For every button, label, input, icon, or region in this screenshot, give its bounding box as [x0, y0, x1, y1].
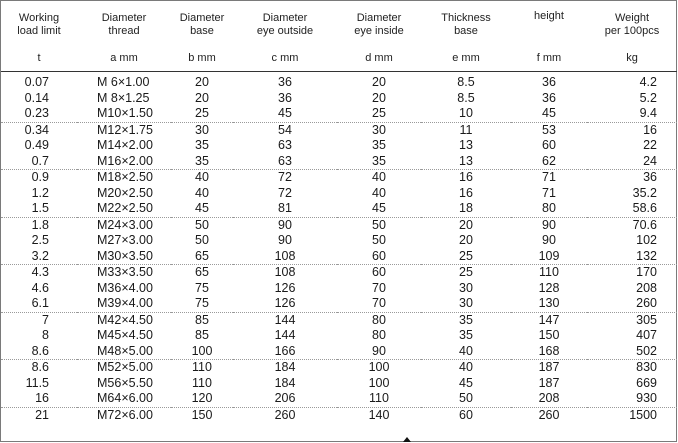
cell-load-limit: 8.6 [31, 360, 49, 374]
header-line: Working [18, 11, 60, 24]
cell-height: 130 [511, 296, 587, 312]
cell-load-limit: 4.6 [31, 280, 49, 295]
cell-load-limit: 0.49 [24, 138, 49, 152]
cell-thickness: 13 [421, 154, 511, 170]
table-row [1, 296, 677, 312]
unit-cell: f mm [511, 44, 587, 72]
cell-weight: 5.2 [639, 90, 657, 105]
cell-load-limit: 0.7 [1, 154, 77, 170]
header-title-row [1, 1, 677, 44]
unit-cell: a mm [77, 44, 171, 72]
cell-thread: M24×3.00 [97, 217, 153, 232]
table-row [1, 265, 677, 281]
cell-base-diameter: 20 [195, 90, 209, 105]
unit-cell: t [1, 44, 77, 72]
cell-load-limit: 3.2 [1, 249, 77, 265]
cell-load-limit: 1.2 [31, 185, 49, 200]
cell-height: 71 [542, 170, 556, 184]
cell-thread: M64×6.00 [77, 391, 171, 407]
cell-eye-outside: 108 [274, 265, 296, 279]
cell-weight: 305 [636, 312, 657, 327]
cell-base-diameter: 120 [171, 391, 233, 407]
cell-thickness: 50 [421, 391, 511, 407]
cell-thread: M12×1.75 [97, 122, 153, 137]
cell-weight: 58.6 [587, 201, 677, 217]
cell-height: 62 [511, 154, 587, 170]
cell-eye-outside: 184 [274, 375, 296, 390]
cell-eye-inside: 35 [337, 154, 421, 170]
cell-eye-inside: 20 [372, 75, 386, 89]
cell-eye-inside: 30 [372, 122, 386, 137]
header-diameter-eye-outside [233, 1, 337, 44]
cell-thickness: 40 [421, 344, 511, 360]
table-row [1, 138, 677, 154]
header-line: eye outside [256, 24, 314, 37]
cell-eye-inside: 60 [337, 249, 421, 265]
cell-eye-outside: 45 [233, 106, 337, 122]
header-line: thread [108, 24, 140, 37]
cell-eye-outside: 54 [278, 122, 292, 137]
cell-load-limit: 2.5 [31, 233, 49, 247]
specification-table [1, 1, 677, 423]
cell-thickness: 18 [421, 201, 511, 217]
header-line: Weight [614, 11, 650, 24]
cell-thread: M20×2.50 [97, 185, 153, 200]
cell-load-limit: 1.8 [31, 217, 49, 232]
cell-eye-outside: 206 [233, 391, 337, 407]
cell-eye-inside: 20 [372, 90, 386, 105]
cell-thickness: 30 [459, 280, 473, 295]
cell-thickness: 11 [459, 122, 473, 137]
cell-base-diameter: 35 [195, 138, 209, 152]
cell-height: 36 [542, 90, 556, 105]
table-row [1, 407, 677, 423]
cell-eye-outside: 90 [278, 233, 292, 247]
cell-base-diameter: 85 [195, 328, 209, 342]
cell-eye-outside: 72 [278, 170, 292, 184]
cell-weight: 22 [643, 138, 657, 152]
table-header [1, 1, 677, 72]
cell-load-limit: 0.14 [24, 90, 49, 105]
cell-weight: 35.2 [632, 185, 657, 200]
cell-thread: M16×2.00 [77, 154, 171, 170]
cell-thread: M42×4.50 [97, 312, 153, 327]
table-row [1, 217, 677, 233]
cell-weight: 208 [636, 280, 657, 295]
header-working-load-limit [1, 1, 77, 44]
cell-base-diameter: 35 [171, 154, 233, 170]
cell-eye-outside: 166 [233, 344, 337, 360]
cell-thread: M72×6.00 [97, 407, 153, 422]
header-line: Thickness [441, 11, 491, 24]
header-line: Diameter [101, 11, 147, 24]
cell-height: 90 [542, 233, 556, 247]
table-row [1, 91, 677, 107]
table-body [1, 72, 677, 424]
cell-eye-outside: 184 [274, 360, 296, 374]
cell-eye-inside: 70 [337, 296, 421, 312]
cell-height: 187 [538, 360, 560, 374]
header-weight [587, 1, 677, 44]
cell-base-diameter: 75 [171, 296, 233, 312]
table-row [1, 249, 677, 265]
cell-weight: 132 [587, 249, 677, 265]
table-row [1, 186, 677, 202]
cell-height: 128 [538, 280, 560, 295]
cell-base-diameter: 20 [195, 75, 209, 89]
cell-base-diameter: 110 [192, 375, 212, 390]
cell-load-limit: 0.07 [24, 75, 49, 89]
cell-height: 260 [538, 407, 560, 422]
cell-weight: 4.2 [639, 75, 657, 89]
table-row [1, 376, 677, 392]
cell-base-diameter: 75 [195, 280, 209, 295]
cell-load-limit: 6.1 [1, 296, 77, 312]
cell-height: 147 [538, 312, 560, 327]
cell-base-diameter: 65 [171, 249, 233, 265]
cell-eye-inside: 110 [337, 391, 421, 407]
cell-eye-inside: 45 [337, 201, 421, 217]
cell-load-limit: 11.5 [25, 375, 49, 390]
table-row [1, 201, 677, 217]
cell-eye-outside: 126 [274, 280, 296, 295]
header-line: eye inside [354, 24, 404, 37]
cell-load-limit: 4.3 [31, 265, 49, 279]
cell-base-diameter: 110 [192, 360, 212, 374]
cell-eye-inside: 70 [372, 280, 386, 295]
cell-weight: 36 [643, 170, 657, 184]
cell-eye-inside: 60 [372, 265, 386, 279]
cell-base-diameter: 65 [195, 265, 209, 279]
cell-eye-outside: 144 [274, 312, 296, 327]
cell-load-limit: 8 [42, 328, 49, 342]
cell-height: 187 [538, 375, 560, 390]
cell-eye-outside: 144 [274, 328, 296, 342]
cell-eye-outside: 108 [233, 249, 337, 265]
cell-thread: M39×4.00 [77, 296, 171, 312]
cell-base-diameter: 30 [195, 122, 209, 137]
cell-base-diameter: 85 [195, 312, 209, 327]
cell-load-limit: 16 [1, 391, 77, 407]
cell-weight: 502 [587, 344, 677, 360]
table-row [1, 328, 677, 344]
unit-cell: b mm [171, 44, 233, 72]
cell-eye-outside: 126 [233, 296, 337, 312]
cell-base-diameter: 50 [195, 217, 209, 232]
table-row [1, 72, 677, 91]
cell-thread: M30×3.50 [77, 249, 171, 265]
cell-thickness: 30 [421, 296, 511, 312]
cell-eye-inside: 50 [372, 233, 386, 247]
cell-weight: 669 [636, 375, 657, 390]
table-row [1, 312, 677, 328]
cell-thickness: 20 [459, 217, 473, 232]
cell-thickness: 16 [459, 185, 473, 200]
table-row [1, 154, 677, 170]
header-diameter-base [171, 1, 233, 44]
table-row [1, 391, 677, 407]
cell-thickness: 60 [459, 407, 473, 422]
unit-cell: d mm [337, 44, 421, 72]
cell-eye-inside: 90 [337, 344, 421, 360]
cell-base-diameter: 100 [171, 344, 233, 360]
cell-weight: 830 [636, 360, 657, 374]
cell-base-diameter: 150 [191, 407, 213, 422]
table-row [1, 170, 677, 186]
cell-thickness: 20 [459, 233, 473, 247]
cell-weight: 260 [587, 296, 677, 312]
cell-thread: M56×5.50 [97, 375, 153, 390]
cell-eye-inside: 140 [368, 407, 390, 422]
cell-base-diameter: 45 [171, 201, 233, 217]
cell-weight: 16 [643, 122, 657, 137]
cell-thread: M14×2.00 [97, 138, 153, 152]
cell-eye-outside: 36 [278, 75, 292, 89]
cell-thread: M22×2.50 [77, 201, 171, 217]
cell-eye-outside: 63 [233, 154, 337, 170]
cell-weight: 170 [636, 265, 657, 279]
cell-eye-outside: 81 [233, 201, 337, 217]
cell-thickness: 8.5 [457, 75, 475, 89]
cell-eye-outside: 63 [278, 138, 292, 152]
cell-eye-inside: 80 [372, 312, 386, 327]
cell-height: 36 [542, 75, 556, 89]
cell-height: 208 [511, 391, 587, 407]
cell-weight: 70.6 [632, 217, 657, 232]
cell-weight: 1500 [629, 407, 657, 422]
table-row [1, 233, 677, 249]
cell-eye-inside: 40 [372, 185, 386, 200]
cell-eye-outside: 90 [278, 217, 292, 232]
cell-height: 71 [542, 185, 556, 200]
triangle-marker-icon [403, 437, 411, 442]
table-row [1, 106, 677, 122]
cell-eye-outside: 260 [274, 407, 296, 422]
header-unit-row [1, 44, 677, 72]
header-line: load limit [17, 24, 61, 37]
cell-height: 168 [511, 344, 587, 360]
cell-load-limit: 8.6 [1, 344, 77, 360]
table-row [1, 344, 677, 360]
unit-cell: c mm [233, 44, 337, 72]
cell-height: 80 [511, 201, 587, 217]
cell-eye-inside: 50 [372, 217, 386, 232]
cell-base-diameter: 40 [195, 185, 209, 200]
cell-eye-inside: 100 [368, 360, 390, 374]
cell-base-diameter: 50 [195, 233, 209, 247]
header-line: Diameter [356, 11, 402, 24]
header-line: base [190, 24, 214, 37]
cell-thread: M27×3.00 [97, 233, 153, 247]
cell-thread: M10×1.50 [77, 106, 171, 122]
cell-load-limit: 0.34 [24, 122, 49, 137]
cell-load-limit: 1.5 [1, 201, 77, 217]
header-line: Diameter [262, 11, 308, 24]
cell-eye-outside: 36 [278, 90, 292, 105]
cell-thickness: 25 [421, 249, 511, 265]
cell-eye-inside: 100 [368, 375, 390, 390]
cell-thickness: 10 [421, 106, 511, 122]
cell-thickness: 16 [459, 170, 473, 184]
cell-height: 150 [538, 328, 560, 342]
header-diameter-eye-inside [337, 1, 421, 44]
cell-thickness: 25 [459, 265, 473, 279]
cell-height: 53 [542, 122, 556, 137]
cell-thread: M36×4.00 [97, 280, 153, 295]
cell-load-limit: 7 [42, 312, 49, 327]
cell-thickness: 35 [459, 328, 473, 342]
header-thickness-base [421, 1, 511, 44]
cell-eye-inside: 80 [372, 328, 386, 342]
cell-thread: M18×2.50 [97, 170, 153, 184]
table-row [1, 281, 677, 297]
cell-thickness: 13 [459, 138, 473, 152]
cell-eye-inside: 25 [337, 106, 421, 122]
cell-load-limit: 0.23 [1, 106, 77, 122]
cell-height: 109 [511, 249, 587, 265]
cell-weight: 9.4 [587, 106, 677, 122]
table-row [1, 122, 677, 138]
header-line: Diameter [179, 11, 225, 24]
cell-eye-inside: 35 [372, 138, 386, 152]
unit-cell: e mm [421, 44, 511, 72]
header-height [511, 1, 587, 44]
cell-thickness: 8.5 [457, 90, 475, 105]
cell-height: 60 [542, 138, 556, 152]
cell-thread: M48×5.00 [77, 344, 171, 360]
cell-base-diameter: 25 [171, 106, 233, 122]
cell-thread: M33×3.50 [97, 265, 153, 279]
cell-thread: M52×5.00 [97, 360, 153, 374]
table-row [1, 360, 677, 376]
header-line: height [534, 10, 564, 22]
cell-thickness: 40 [459, 360, 473, 374]
cell-eye-inside: 40 [372, 170, 386, 184]
cell-thickness: 35 [459, 312, 473, 327]
cell-height: 45 [511, 106, 587, 122]
cell-height: 90 [542, 217, 556, 232]
cell-base-diameter: 40 [195, 170, 209, 184]
cell-eye-outside: 72 [278, 185, 292, 200]
header-diameter-thread [77, 1, 171, 44]
header-line: per 100pcs [604, 24, 660, 37]
unit-cell: kg [587, 44, 677, 72]
cell-load-limit: 21 [35, 407, 49, 422]
cell-weight: 407 [636, 328, 657, 342]
cell-weight: 930 [587, 391, 677, 407]
cell-thickness: 45 [459, 375, 473, 390]
cell-thread: M 8×1.25 [97, 90, 150, 105]
cell-weight: 24 [587, 154, 677, 170]
cell-weight: 102 [636, 233, 657, 247]
header-line: base [454, 24, 478, 37]
cell-thread: M45×4.50 [97, 328, 153, 342]
cell-height: 110 [539, 265, 559, 279]
cell-load-limit: 0.9 [31, 170, 49, 184]
cell-thread: M 6×1.00 [97, 75, 150, 89]
